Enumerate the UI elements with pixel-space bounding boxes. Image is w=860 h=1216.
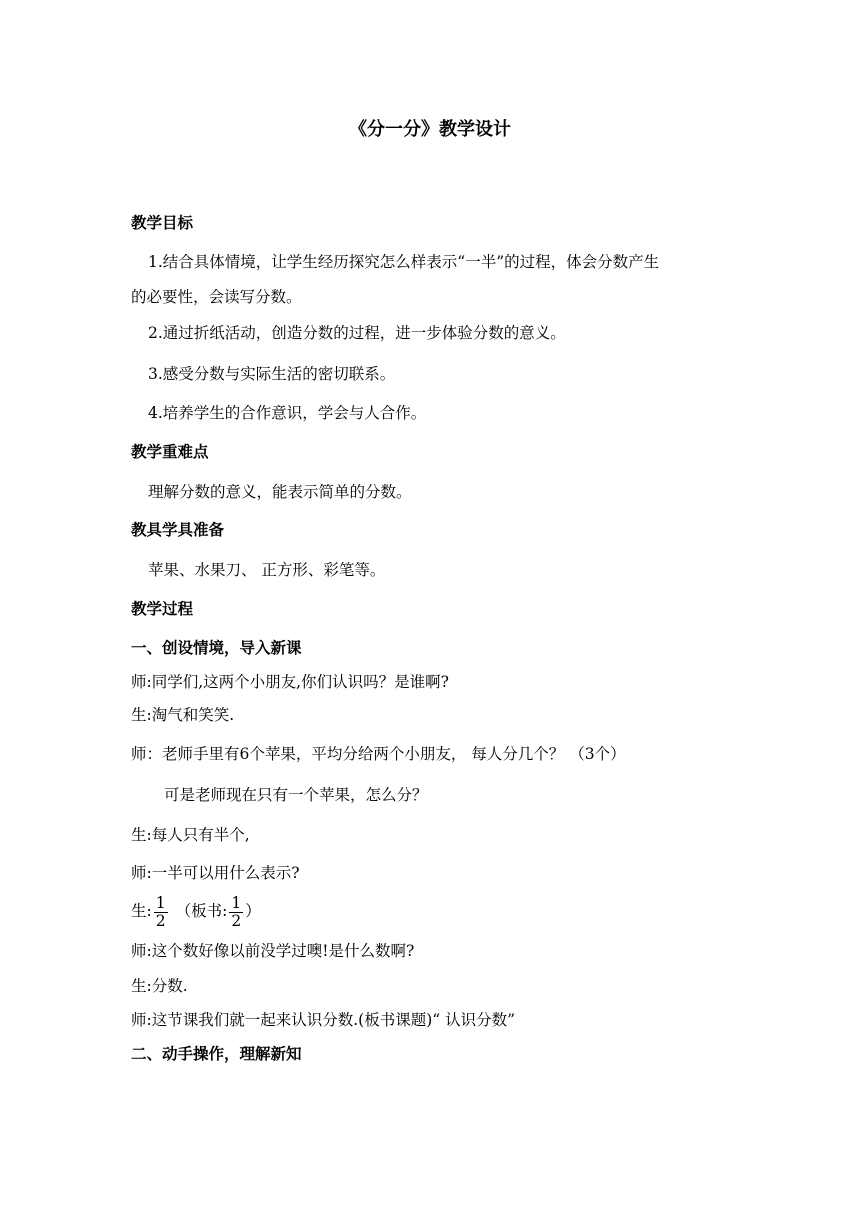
key-points-heading: 教学重难点 [131, 443, 209, 461]
fraction-one-half-board [229, 895, 243, 930]
teaching-tools-heading: 教具学具准备 [131, 521, 225, 539]
fraction-denominator: 2 [231, 911, 242, 930]
part-2-heading: 二、动手操作，理解新知 [131, 1045, 302, 1063]
objective-1-line-1: 1.结合具体情境，让学生经历探究怎么样表示“一半”的过程，体会分数产生 [148, 253, 660, 271]
objective-2: 2.通过折纸活动，创造分数的过程，进一步体验分数的意义。 [148, 324, 566, 342]
dialogue-line-5: 生:每人只有半个, [131, 826, 250, 844]
fraction-numerator: 1 [231, 893, 242, 912]
dialogue-line-7 [131, 893, 261, 930]
dialogue-line-10: 师:这节课我们就一起来认识分数.(板书课题)“ 认识分数” [131, 1011, 516, 1029]
dialogue-line-7-prefix: 生: [131, 902, 152, 920]
key-points-text: 理解分数的意义，能表示简单的分数。 [148, 483, 412, 501]
fraction-one-half [154, 895, 168, 930]
dialogue-line-7-suffix: ） [245, 902, 261, 920]
dialogue-line-4: 可是老师现在只有一个苹果，怎么分？ [164, 786, 428, 804]
objective-3: 3.感受分数与实际生活的密切联系。 [148, 365, 396, 383]
objectives-heading: 教学目标 [131, 214, 194, 232]
dialogue-line-6: 师:一半可以用什么表示? [131, 864, 300, 882]
document-title: 《分一分》教学设计 [349, 119, 511, 140]
process-heading: 教学过程 [131, 600, 194, 618]
fraction-denominator: 2 [155, 911, 166, 930]
part-1-heading: 一、创设情境，导入新课 [131, 639, 302, 657]
objective-4: 4.培养学生的合作意识，学会与人合作。 [148, 404, 427, 422]
dialogue-line-2: 生:淘气和笑笑. [131, 706, 235, 724]
dialogue-line-8: 师:这个数好像以前没学过噢!是什么数啊? [131, 942, 415, 960]
dialogue-line-9: 生:分数. [131, 977, 188, 995]
dialogue-line-7-middle: （板书: [175, 902, 228, 920]
fraction-numerator: 1 [155, 893, 166, 912]
dialogue-line-3: 师：老师手里有6个苹果，平均分给两个小朋友， 每人分几个？ （3个） [131, 745, 626, 763]
dialogue-line-1: 师:同学们,这两个小朋友,你们认识吗？是谁啊? [131, 673, 449, 691]
teaching-tools-text: 苹果、水果刀、 正方形、彩笔等。 [148, 561, 386, 579]
objective-1-line-2: 的必要性，会读写分数。 [131, 288, 302, 306]
